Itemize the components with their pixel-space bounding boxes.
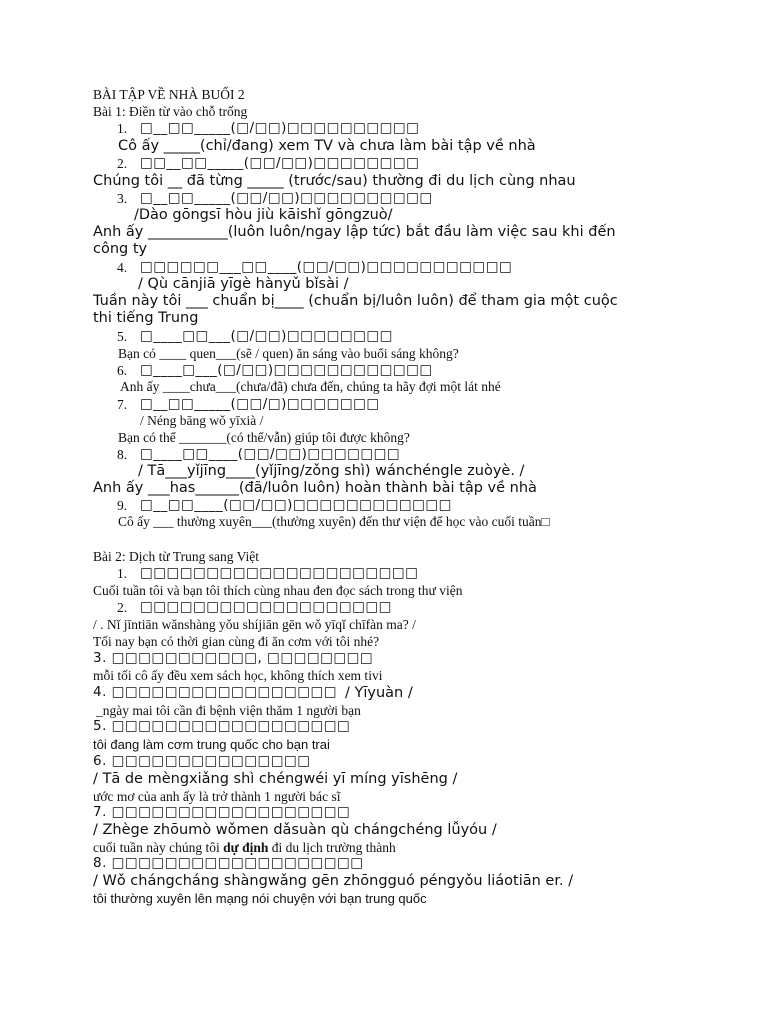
exercise-2-item-2-chinese: □□□□□□□□□□□□□□□□□□□ <box>140 599 392 615</box>
exercise-1-item-4-vietnamese-cont: thi tiếng Trung <box>93 310 199 326</box>
exercise-1-item-7-vietnamese: Bạn có thể _______(có thể/vẫn) giúp tôi được không? <box>118 430 410 445</box>
exercise-2-item-3-vietnamese: mỗi tối cô ấy đều xem sách học, không thích xem tivi <box>93 668 383 683</box>
exercise-2-item-2-vietnamese: Tối nay bạn có thời gian cùng đi ăn cơm với tôi nhé? <box>93 634 380 649</box>
exercise-1-item-4-vietnamese: Tuần này tôi ___ chuẩn bị____ (chuẩn bị/luôn luôn) để tham gia một cuộc <box>93 293 618 309</box>
exercise-2-item-4-chinese: 4. □□□□□□□□□□□□□□□□□ <box>93 684 338 700</box>
exercise-2-item-8-vietnamese: tôi thường xuyên lên mạng nói chuyện với bạn trung quốc <box>93 891 427 906</box>
exercise-2-item-5-vietnamese: tôi đang làm cơm trung quốc cho bạn trai <box>93 737 330 752</box>
exercise-2-item-4-vietnamese: _ngày mai tôi cần đi bệnh viện thăm 1 người bạn <box>96 703 361 718</box>
exercise-1-item-5-chinese: □____□□___(□/□□)□□□□□□□□ <box>140 328 393 344</box>
exercise-2-item-6-chinese: 6. □□□□□□□□□□□□□□□ <box>93 753 311 769</box>
item-number: 2. <box>117 156 128 171</box>
exercise-2-item-8-pinyin: / Wǒ chángcháng shàngwǎng gēn zhōngguó péngyǒu liáotiān er. / <box>93 873 574 889</box>
exercise-2-item-7-chinese: 7. □□□□□□□□□□□□□□□□□□ <box>93 804 351 820</box>
exercise-2-item-1-vietnamese: Cuối tuần tôi và bạn tôi thích cùng nhau đen đọc sách trong thư viện <box>93 583 463 598</box>
emphasis-text: dự định <box>223 840 269 855</box>
exercise-1-item-7-chinese: □__□□_____(□□/□)□□□□□□□ <box>140 396 380 412</box>
exercise-1-heading: Bài 1: Điền từ vào chỗ trống <box>93 104 248 119</box>
exercise-2-item-3-chinese: 3. □□□□□□□□□□□, □□□□□□□□ <box>93 650 374 666</box>
exercise-1-item-6-chinese: □____□___(□/□□)□□□□□□□□□□□□ <box>140 362 433 378</box>
exercise-2-item-7-pinyin: / Zhège zhōumò wǒmen dǎsuàn qù chángchéng lǚyóu / <box>93 822 497 838</box>
item-number: 1. <box>117 121 128 136</box>
exercise-1-item-2-chinese: □□__□□_____(□□/□□)□□□□□□□□ <box>140 155 420 171</box>
exercise-2-item-8-chinese: 8. □□□□□□□□□□□□□□□□□□□ <box>93 855 364 871</box>
item-number: 3. <box>117 191 128 206</box>
document-title: BÀI TẬP VỀ NHÀ BUỔI 2 <box>93 87 245 102</box>
exercise-2-item-5-chinese: 5. □□□□□□□□□□□□□□□□□□ <box>93 718 351 734</box>
exercise-2-heading: Bài 2: Dịch từ Trung sang Việt <box>93 549 260 564</box>
exercise-1-item-3-pinyin: /Dào gōngsī hòu jiù kāishǐ gōngzuò/ <box>134 207 393 223</box>
exercise-2-item-1-chinese: □□□□□□□□□□□□□□□□□□□□□ <box>140 565 419 581</box>
item-number: 6. <box>117 363 128 378</box>
item-number: 7. <box>117 397 128 412</box>
exercise-1-item-4-pinyin: / Qù cānjiā yīgè hànyǔ bǐsài / <box>138 276 349 292</box>
exercise-1-item-4-chinese: □□□□□□___□□____(□□/□□)□□□□□□□□□□□ <box>140 259 513 275</box>
exercise-1-item-2-vietnamese: Chúng tôi __ đã từng _____ (trước/sau) thường đi du lịch cùng nhau <box>93 173 576 189</box>
item-number: 8. <box>117 447 128 462</box>
exercise-1-item-1-vietnamese: Cô ấy _____(chỉ/đang) xem TV và chưa làm bài tập về nhà <box>118 138 536 154</box>
exercise-2-item-4-pinyin: / Yīyuàn / <box>345 685 413 701</box>
exercise-1-item-9-chinese: □__□□____(□□/□□)□□□□□□□□□□□□ <box>140 497 452 513</box>
exercise-1-item-8-pinyin: / Tā___yǐjīng____(yǐjīng/zǒng shì) wánchéngle zuòyè. / <box>138 463 525 479</box>
exercise-1-item-9-vietnamese: Cô ấy ___ thường xuyên___(thường xuyên) đến thư viện để học vào cuối tuần□ <box>118 514 550 529</box>
exercise-1-item-6-vietnamese: Anh ấy ____chưa___(chưa/đã) chưa đến, chúng ta hãy đợi một lát nhé <box>120 379 501 394</box>
exercise-1-item-1-chinese: □__□□_____(□/□□)□□□□□□□□□□ <box>140 120 420 136</box>
item-number: 9. <box>117 498 128 513</box>
exercise-2-item-6-vietnamese: ước mơ của anh ấy là trở thành 1 người bác sĩ <box>93 789 341 804</box>
exercise-1-item-5-vietnamese: Bạn có ____ quen___(sẽ / quen) ăn sáng vào buổi sáng không? <box>118 346 459 361</box>
exercise-2-item-6-pinyin: / Tā de mèngxiǎng shì chéngwéi yī míng yīshēng / <box>93 771 458 787</box>
exercise-1-item-3-vietnamese-cont: công ty <box>93 241 148 257</box>
exercise-2-item-7-vietnamese: cuối tuần này chúng tôi dự định đi du lịch trường thành <box>93 840 396 855</box>
item-number: 2. <box>117 600 128 615</box>
item-number: 5. <box>117 329 128 344</box>
exercise-1-item-8-chinese: □____□□____(□□/□□)□□□□□□□ <box>140 446 401 462</box>
exercise-1-item-8-vietnamese: Anh ấy ___has______(đã/luôn luôn) hoàn thành bài tập về nhà <box>93 480 537 496</box>
exercise-1-item-3-vietnamese: Anh ấy ___________(luôn luôn/ngay lập tức) bắt đầu làm việc sau khi đến <box>93 224 616 240</box>
item-number: 1. <box>117 566 128 581</box>
exercise-2-item-2-pinyin: / . Nǐ jīntiān wǎnshàng yǒu shíjiān gēn wǒ yīqǐ chīfàn ma? / <box>93 617 416 632</box>
exercise-1-item-7-pinyin: / Néng bāng wǒ yīxià / <box>140 413 264 428</box>
item-number: 4. <box>117 260 128 275</box>
exercise-1-item-3-chinese: □__□□_____(□□/□□)□□□□□□□□□□ <box>140 190 433 206</box>
